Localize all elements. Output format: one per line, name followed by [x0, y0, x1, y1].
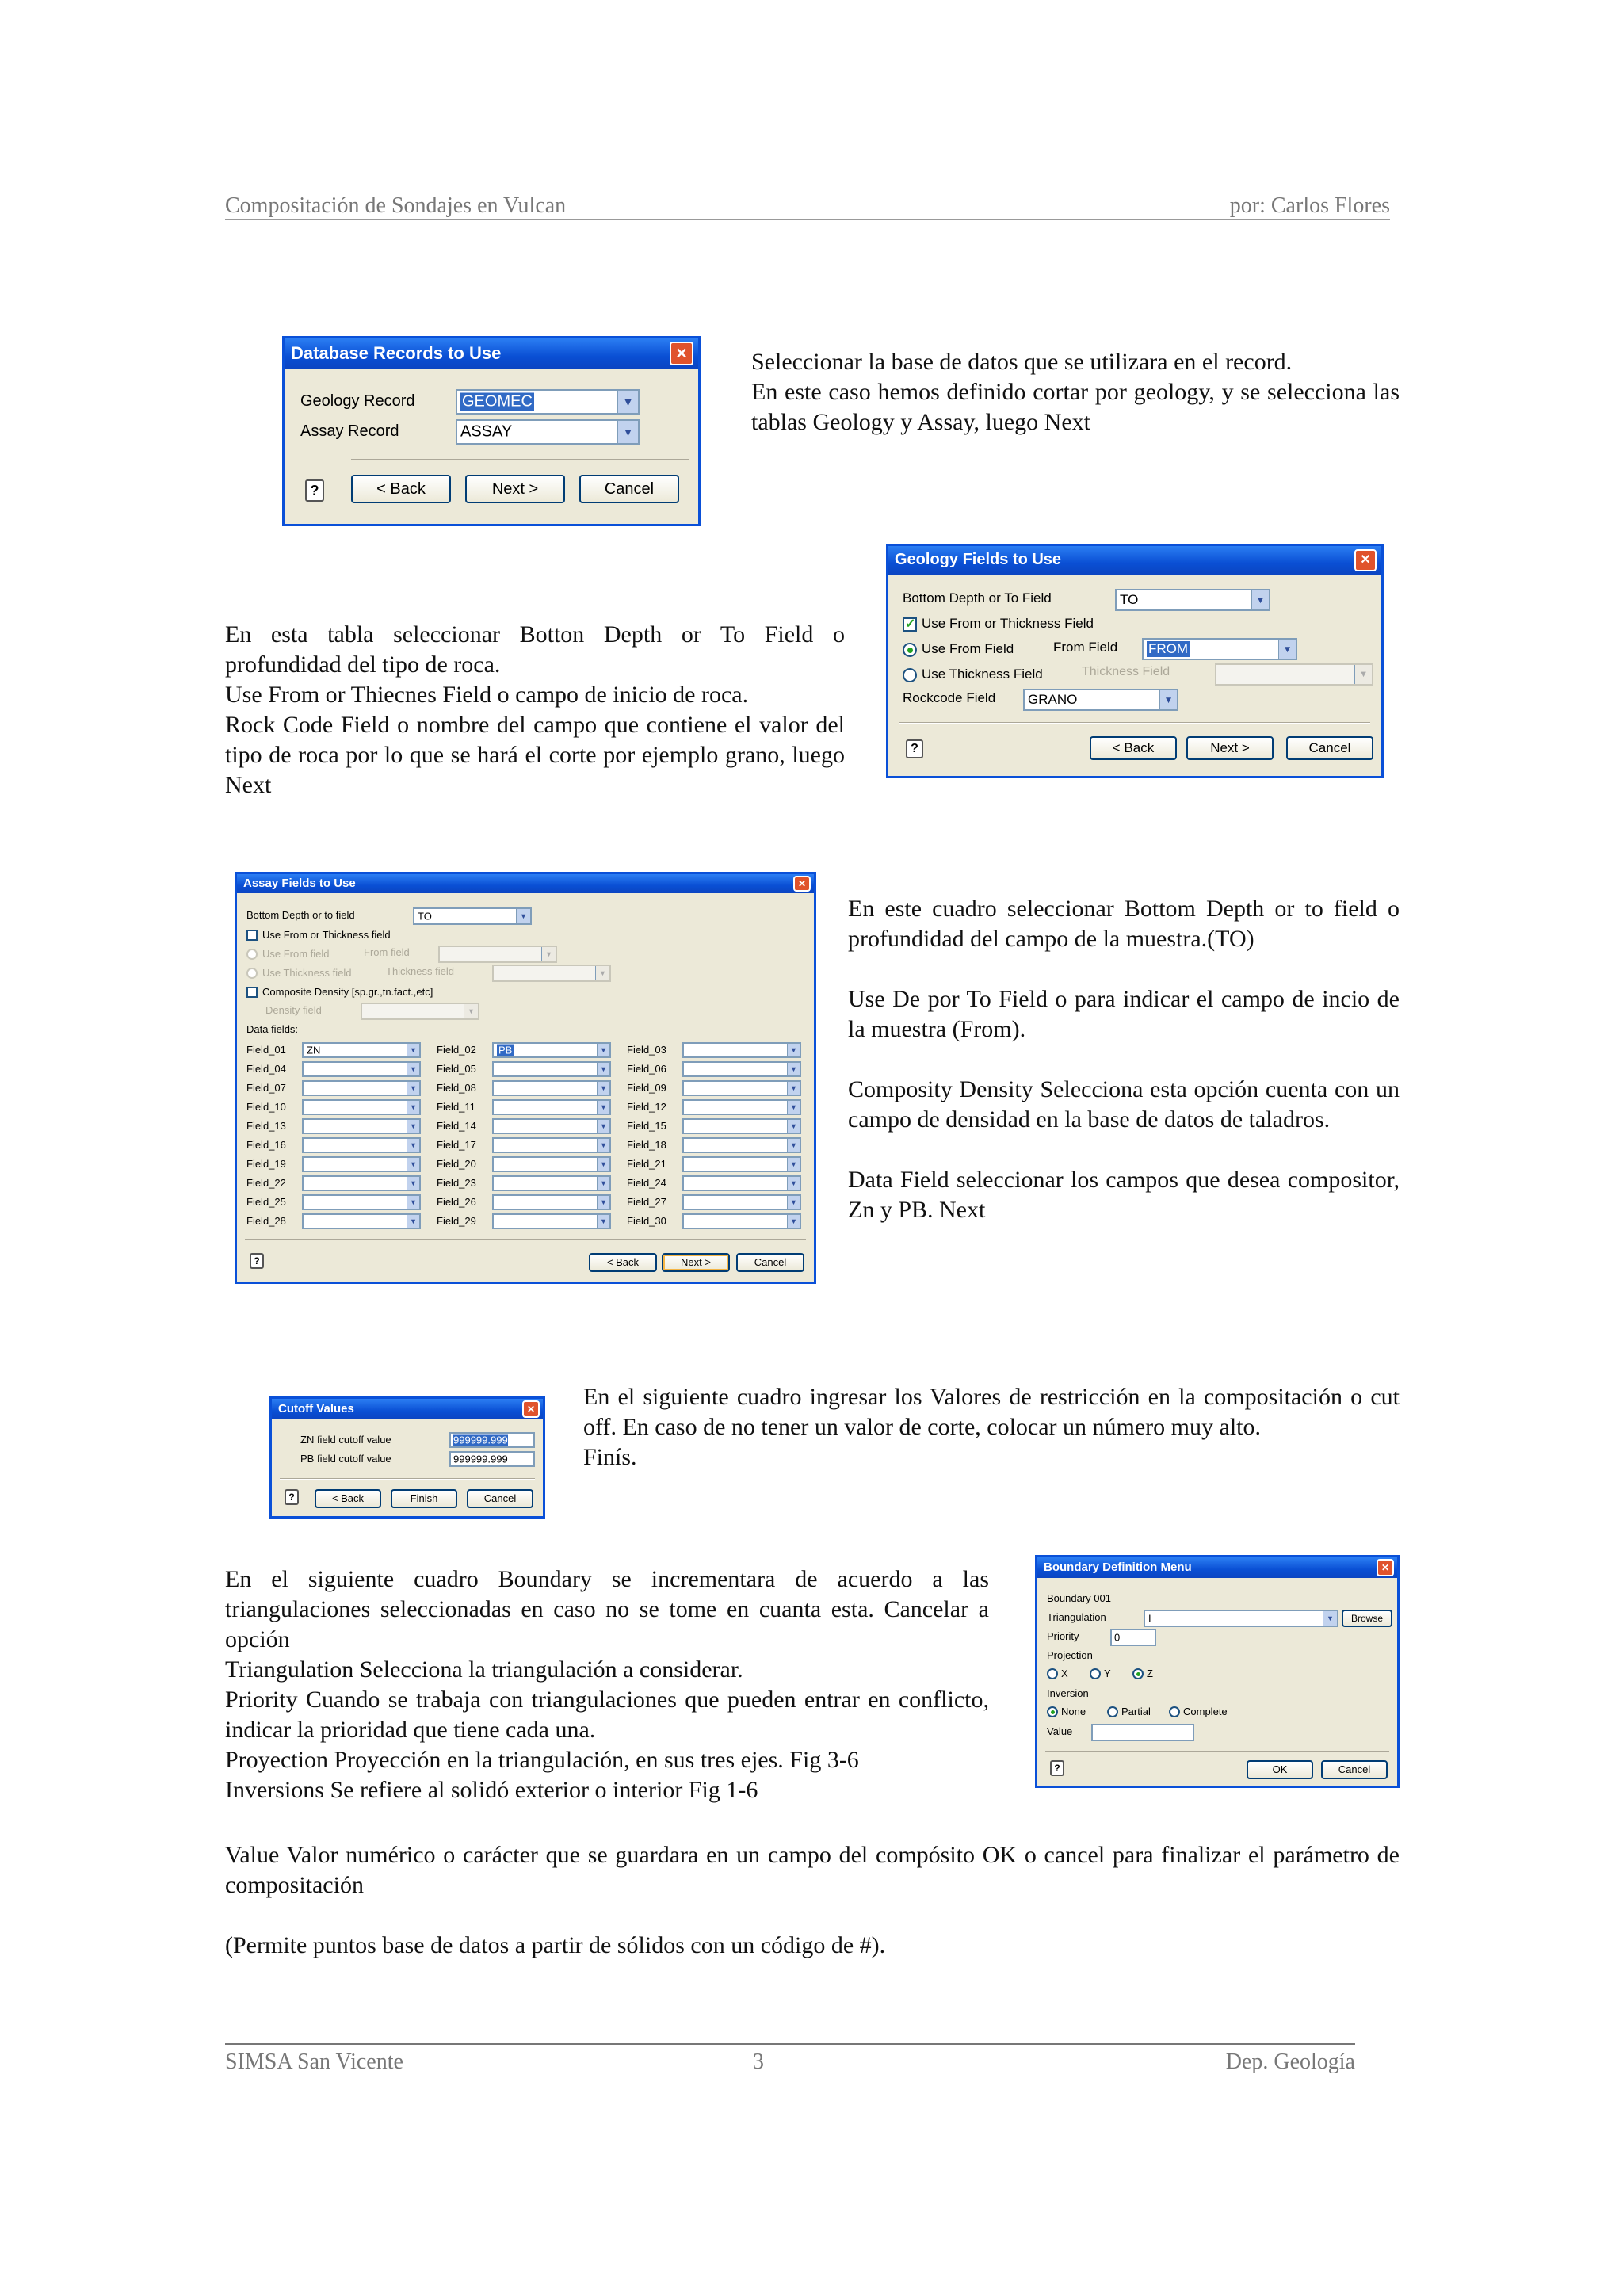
geology-record-select[interactable]: GEOMEC ▼: [456, 389, 640, 415]
projection-z-label: Z: [1147, 1668, 1153, 1679]
divider: [245, 1239, 806, 1240]
back-button[interactable]: < Back: [315, 1489, 381, 1508]
paragraph-assay: En este cuadro seleccionar Bottom Depth or to field o profundidad del campo de la muestra.(TO) Use De por To Field o para indicar el campo de incio de la muestra (From). Composity Density Selecciona esta opción cuenta con un campo de densidad en la base de datos de taladros. Data Field seleccionar los campos que desea compositor, Zn y PB. Next: [848, 896, 1400, 1223]
data-field-label: Field_09: [627, 1082, 666, 1094]
projection-x-radio[interactable]: [1047, 1668, 1058, 1679]
chevron-down-icon[interactable]: ▼: [407, 1196, 419, 1209]
chevron-down-icon[interactable]: ▼: [787, 1044, 800, 1056]
data-field-label: Field_13: [246, 1120, 286, 1132]
cutoff-values-dialog: [269, 1396, 545, 1519]
data-field-select[interactable]: [682, 1099, 801, 1115]
data-field-label: Field_21: [627, 1158, 666, 1170]
density-field-label: Density field: [265, 1004, 322, 1016]
chevron-down-icon[interactable]: ▼: [597, 1139, 609, 1152]
use-from-thickness-label: Use From or Thickness field: [262, 929, 391, 941]
thickness-field-select: [492, 965, 611, 982]
page-footer: [225, 2043, 1355, 2075]
data-field-select[interactable]: [682, 1061, 801, 1077]
paragraph-geology: En esta tabla seleccionar Botton Depth or To Field o profundidad del tipo de roca. Use From or Thiecnes Field o campo de inicio de roca. Rock Code Field o nombre del campo que contiene el valor del tipo de roca por lo que se hará el corte por ejemplo grano, luego Next: [225, 621, 845, 798]
data-fields-label: Data fields:: [246, 1023, 299, 1035]
data-field-select[interactable]: [682, 1194, 801, 1210]
data-field-label: Field_05: [437, 1063, 476, 1075]
chevron-down-icon[interactable]: ▼: [787, 1196, 800, 1209]
inversion-complete-label: Complete: [1183, 1706, 1228, 1717]
data-field-select[interactable]: PB ▼: [492, 1042, 611, 1058]
thickness-field-label: Thickness Field: [1082, 665, 1170, 678]
data-field-select[interactable]: [492, 1213, 611, 1229]
cancel-button[interactable]: Cancel: [736, 1253, 804, 1272]
close-icon[interactable]: ✕: [522, 1400, 540, 1418]
data-field-select[interactable]: [302, 1213, 421, 1229]
page-number: 3: [753, 2050, 764, 2074]
data-field-label: Field_02: [437, 1044, 476, 1056]
chevron-down-icon[interactable]: ▼: [597, 1082, 609, 1095]
data-field-select[interactable]: [682, 1213, 801, 1229]
data-field-select[interactable]: [302, 1175, 421, 1191]
zn-cutoff-label: ZN field cutoff value: [300, 1434, 391, 1446]
use-from-thickness-label: Use From or Thickness Field: [922, 616, 1094, 631]
data-field-label: Field_20: [437, 1158, 476, 1170]
thickness-field-label: Thickness field: [386, 965, 454, 977]
chevron-down-icon: ▼: [595, 966, 609, 980]
data-field-select[interactable]: [682, 1175, 801, 1191]
divider: [1045, 1751, 1389, 1752]
footer-department: Dep. Geología: [1225, 2050, 1355, 2074]
data-field-select[interactable]: [302, 1156, 421, 1172]
use-thickness-field-label: Use Thickness Field: [922, 667, 1043, 682]
data-field-select[interactable]: [302, 1118, 421, 1134]
data-field-label: Field_23: [437, 1177, 476, 1189]
chevron-down-icon[interactable]: ▼: [787, 1177, 800, 1190]
paragraph-cutoff: En el siguiente cuadro ingresar los Valores de restricción en la compositación o cut off. En caso de no tener un valor de corte, colocar un número muy alto. Finís.: [583, 1384, 1400, 1470]
projection-z-radio[interactable]: [1132, 1668, 1144, 1679]
chevron-down-icon[interactable]: ▼: [597, 1158, 609, 1171]
data-field-label: Field_06: [627, 1063, 666, 1075]
use-from-thickness-checkbox[interactable]: [246, 930, 258, 941]
chevron-down-icon[interactable]: ▼: [1323, 1611, 1337, 1626]
cancel-button[interactable]: Cancel: [579, 475, 679, 503]
inversion-none-label: None: [1061, 1706, 1086, 1717]
data-field-label: Field_08: [437, 1082, 476, 1094]
from-field-select[interactable]: FROM ▼: [1142, 638, 1297, 660]
ok-button[interactable]: OK: [1247, 1760, 1313, 1779]
priority-input[interactable]: 0: [1110, 1629, 1156, 1646]
chevron-down-icon[interactable]: ▼: [597, 1196, 609, 1209]
paragraph-boundary: En el siguiente cuadro Boundary se incrementara de acuerdo a las triangulaciones seleccionadas en caso no se tome en cuanta esta. Cancelar a opción Triangulation Selecciona la triangulación a considerar. Priority Cuando se trabaja con triangulaciones que pueden entrar en conflicto, indicar la prioridad que tiene cada una. Proyection Proyección en la triangulación, en sus tres ejes. Fig 3-6 Inversions Se refiere al solidó exterior o interior Fig 1-6: [225, 1566, 989, 1803]
assay-fields-dialog: [235, 872, 816, 1284]
boundary-definition-dialog: [1035, 1555, 1400, 1788]
paragraph-database: Seleccionar la base de datos que se utilizara en el record. En este caso hemos definido cortar por geology, y se selecciona las tablas Geology y Assay, luego Next: [751, 349, 1400, 435]
chevron-down-icon[interactable]: ▼: [1278, 640, 1296, 659]
page-header: [225, 193, 1390, 220]
data-field-label: Field_04: [246, 1063, 286, 1075]
data-field-select[interactable]: [682, 1137, 801, 1153]
assay-record-select[interactable]: ASSAY ▼: [456, 419, 640, 445]
dialog-title: Assay Fields to Use: [243, 877, 356, 890]
data-field-select[interactable]: [682, 1042, 801, 1058]
data-field-label: Field_26: [437, 1196, 476, 1208]
from-field-select: [438, 946, 557, 963]
use-from-field-label: Use From Field: [922, 641, 1014, 656]
dialog-title: Database Records to Use: [291, 343, 502, 363]
data-field-label: Field_10: [246, 1101, 286, 1113]
inversion-label: Inversion: [1047, 1687, 1089, 1699]
bottom-depth-select[interactable]: TO ▼: [413, 907, 532, 925]
close-icon[interactable]: ✕: [1377, 1559, 1394, 1576]
help-icon[interactable]: ?: [906, 739, 923, 758]
footer-company: SIMSA San Vicente: [225, 2050, 403, 2074]
dialog-title: Boundary Definition Menu: [1044, 1561, 1192, 1574]
data-field-label: Field_07: [246, 1082, 286, 1094]
help-icon[interactable]: ?: [285, 1489, 299, 1505]
next-button[interactable]: Next >: [1186, 736, 1274, 760]
finish-button[interactable]: Finish: [391, 1489, 457, 1508]
chevron-down-icon[interactable]: ▼: [787, 1101, 800, 1114]
data-field-select[interactable]: [492, 1061, 611, 1077]
divider: [280, 1478, 535, 1480]
data-field-select[interactable]: [492, 1194, 611, 1210]
inversion-complete-radio[interactable]: [1169, 1706, 1180, 1717]
inversion-partial-label: Partial: [1121, 1706, 1151, 1717]
data-field-label: Field_17: [437, 1139, 476, 1151]
composite-density-label: Composite Density [sp.gr.,tn.fact.,etc]: [262, 986, 433, 998]
divider: [351, 459, 689, 460]
data-field-label: Field_28: [246, 1215, 286, 1227]
data-field-select[interactable]: [682, 1156, 801, 1172]
pb-cutoff-label: PB field cutoff value: [300, 1453, 391, 1465]
projection-y-label: Y: [1104, 1668, 1111, 1679]
browse-button[interactable]: Browse: [1342, 1610, 1392, 1627]
data-field-select[interactable]: [302, 1137, 421, 1153]
chevron-down-icon: ▼: [464, 1004, 478, 1018]
data-field-select[interactable]: [492, 1137, 611, 1153]
chevron-down-icon[interactable]: ▼: [407, 1063, 419, 1075]
bottom-depth-label: Bottom Depth or to field: [246, 909, 355, 921]
data-field-label: Field_18: [627, 1139, 666, 1151]
thickness-field-select: [1215, 663, 1373, 686]
dialog-titlebar: [285, 338, 698, 369]
use-thickness-field-radio[interactable]: [903, 668, 917, 682]
chevron-down-icon[interactable]: ▼: [787, 1158, 800, 1171]
from-field-label: From field: [364, 946, 410, 958]
data-field-label: Field_24: [627, 1177, 666, 1189]
help-icon[interactable]: ?: [305, 479, 324, 502]
value-label: Value: [1047, 1725, 1073, 1737]
data-field-select[interactable]: [682, 1080, 801, 1096]
inversion-partial-radio[interactable]: [1107, 1706, 1118, 1717]
geology-fields-dialog: [886, 544, 1384, 778]
chevron-down-icon[interactable]: ▼: [407, 1139, 419, 1152]
dialog-titlebar: [1037, 1557, 1397, 1578]
dialog-titlebar: [888, 546, 1381, 575]
data-field-label: Field_22: [246, 1177, 286, 1189]
chevron-down-icon[interactable]: ▼: [1251, 590, 1269, 609]
chevron-down-icon[interactable]: ▼: [407, 1177, 419, 1190]
assay-record-label: Assay Record: [300, 422, 399, 440]
use-from-field-radio[interactable]: [903, 643, 917, 657]
use-thickness-field-radio: [246, 968, 258, 979]
data-field-select[interactable]: [492, 1118, 611, 1134]
zn-cutoff-input[interactable]: 999999.999: [449, 1432, 535, 1448]
data-field-select[interactable]: [302, 1194, 421, 1210]
data-field-label: Field_30: [627, 1215, 666, 1227]
help-icon[interactable]: ?: [250, 1253, 264, 1269]
chevron-down-icon[interactable]: ▼: [597, 1101, 609, 1114]
data-field-label: Field_01: [246, 1044, 286, 1056]
data-field-select[interactable]: [302, 1080, 421, 1096]
back-button[interactable]: < Back: [1090, 736, 1177, 760]
data-field-select[interactable]: [492, 1080, 611, 1096]
data-field-label: Field_14: [437, 1120, 476, 1132]
triangulation-label: Triangulation: [1047, 1611, 1106, 1623]
projection-y-radio[interactable]: [1090, 1668, 1101, 1679]
chevron-down-icon[interactable]: ▼: [407, 1082, 419, 1095]
data-field-label: Field_27: [627, 1196, 666, 1208]
dialog-titlebar: [272, 1399, 543, 1419]
chevron-down-icon[interactable]: ▼: [787, 1215, 800, 1228]
value-input[interactable]: [1091, 1724, 1194, 1741]
header-title: Compositación de Sondajes en Vulcan: [225, 193, 567, 218]
close-icon[interactable]: ✕: [670, 342, 693, 365]
data-field-label: Field_03: [627, 1044, 666, 1056]
chevron-down-icon[interactable]: ▼: [1159, 690, 1177, 709]
data-field-label: Field_15: [627, 1120, 666, 1132]
chevron-down-icon[interactable]: ▼: [516, 909, 530, 923]
dialog-title: Cutoff Values: [278, 1402, 354, 1415]
chevron-down-icon[interactable]: ▼: [597, 1177, 609, 1190]
divider: [899, 722, 1370, 724]
data-field-select[interactable]: [302, 1099, 421, 1115]
rockcode-field-label: Rockcode Field: [903, 690, 996, 705]
dialog-titlebar: [237, 874, 814, 893]
chevron-down-icon[interactable]: ▼: [407, 1215, 419, 1228]
boundary-name-label: Boundary 001: [1047, 1592, 1111, 1604]
chevron-down-icon[interactable]: ▼: [617, 391, 638, 413]
chevron-down-icon[interactable]: ▼: [787, 1082, 800, 1095]
next-button[interactable]: Next >: [465, 475, 565, 503]
data-field-label: Field_16: [246, 1139, 286, 1151]
cancel-button[interactable]: Cancel: [467, 1489, 533, 1508]
triangulation-select[interactable]: I ▼: [1144, 1610, 1338, 1627]
chevron-down-icon: ▼: [1354, 665, 1372, 684]
composite-density-checkbox[interactable]: [246, 987, 258, 998]
use-thickness-field-label: Use Thickness field: [262, 967, 352, 979]
data-field-select[interactable]: [302, 1061, 421, 1077]
data-field-select[interactable]: ZN ▼: [302, 1042, 421, 1058]
projection-label: Projection: [1047, 1649, 1093, 1661]
use-from-thickness-checkbox[interactable]: [903, 617, 917, 632]
database-records-dialog: [282, 336, 701, 526]
from-field-label: From Field: [1053, 640, 1118, 655]
chevron-down-icon[interactable]: ▼: [597, 1120, 609, 1133]
data-field-label: Field_29: [437, 1215, 476, 1227]
chevron-down-icon[interactable]: ▼: [407, 1158, 419, 1171]
data-field-label: Field_11: [437, 1101, 475, 1113]
chevron-down-icon[interactable]: ▼: [597, 1215, 609, 1228]
bottom-depth-select[interactable]: TO ▼: [1115, 589, 1270, 611]
use-from-field-label: Use From field: [262, 948, 330, 960]
paragraph-value: Value Valor numérico o carácter que se guardara en un campo del compósito OK o cancel para finalizar el parámetro de compositación (Permite puntos base de datos a partir de sólidos con un código de #).: [225, 1842, 1400, 1958]
data-field-select[interactable]: [492, 1156, 611, 1172]
chevron-down-icon[interactable]: ▼: [787, 1120, 800, 1133]
use-from-field-radio: [246, 949, 258, 960]
back-button[interactable]: < Back: [351, 475, 451, 503]
data-field-select[interactable]: [492, 1175, 611, 1191]
geology-record-label: Geology Record: [300, 392, 415, 410]
chevron-down-icon[interactable]: ▼: [617, 421, 638, 443]
data-field-label: Field_12: [627, 1101, 666, 1113]
chevron-down-icon[interactable]: ▼: [407, 1120, 419, 1133]
header-author: por: Carlos Flores: [1229, 193, 1390, 218]
data-field-label: Field_25: [246, 1196, 286, 1208]
data-field-select[interactable]: [492, 1099, 611, 1115]
priority-label: Priority: [1047, 1630, 1079, 1642]
close-icon[interactable]: ✕: [1354, 549, 1377, 571]
cancel-button[interactable]: Cancel: [1286, 736, 1373, 760]
data-field-label: Field_19: [246, 1158, 286, 1170]
chevron-down-icon[interactable]: ▼: [597, 1063, 609, 1075]
data-field-select[interactable]: [682, 1118, 801, 1134]
close-icon[interactable]: ✕: [793, 876, 811, 892]
projection-x-label: X: [1061, 1668, 1068, 1679]
next-button[interactable]: Next >: [662, 1253, 730, 1272]
rockcode-field-select[interactable]: GRANO ▼: [1023, 689, 1178, 711]
chevron-down-icon: ▼: [541, 947, 556, 961]
cancel-button[interactable]: Cancel: [1321, 1760, 1388, 1779]
back-button[interactable]: < Back: [589, 1253, 657, 1272]
chevron-down-icon[interactable]: ▼: [597, 1044, 609, 1056]
pb-cutoff-input[interactable]: 999999.999: [449, 1451, 535, 1467]
chevron-down-icon[interactable]: ▼: [787, 1139, 800, 1152]
chevron-down-icon[interactable]: ▼: [407, 1101, 419, 1114]
chevron-down-icon[interactable]: ▼: [787, 1063, 800, 1075]
chevron-down-icon[interactable]: ▼: [407, 1044, 419, 1056]
inversion-none-radio[interactable]: [1047, 1706, 1058, 1717]
help-icon[interactable]: ?: [1050, 1760, 1064, 1776]
dialog-title: Geology Fields to Use: [895, 551, 1062, 568]
bottom-depth-label: Bottom Depth or To Field: [903, 590, 1052, 606]
density-field-select: [361, 1003, 479, 1020]
